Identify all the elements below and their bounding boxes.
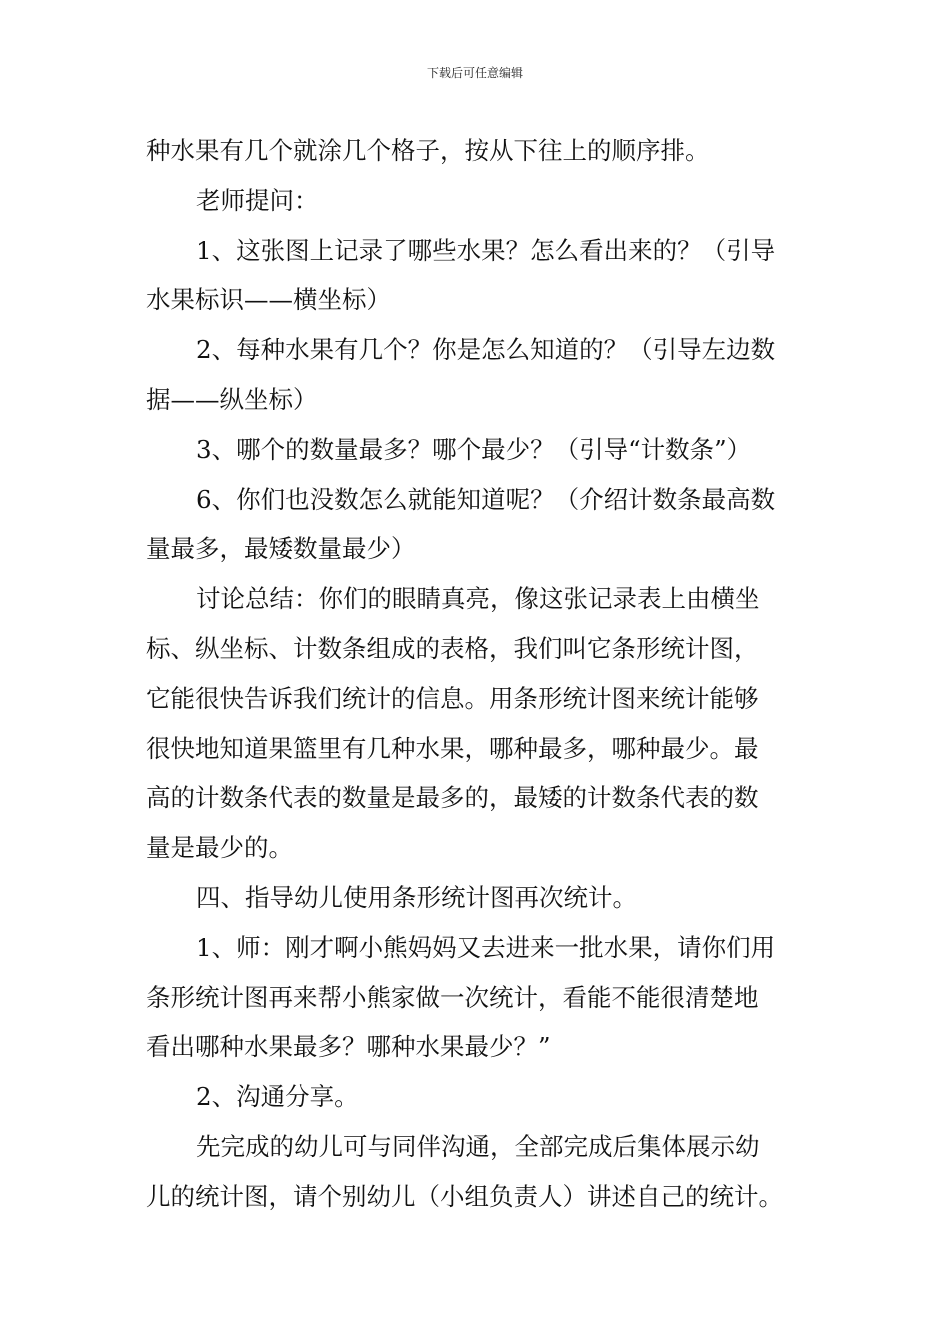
text-line: 水果标识——横坐标） bbox=[146, 285, 391, 315]
text-line: 2、每种水果有几个？你是怎么知道的？（引导左边数 bbox=[196, 335, 776, 365]
text-line: 量是最少的。 bbox=[146, 833, 293, 863]
text-line: 标、纵坐标、计数条组成的表格，我们叫它条形统计图， bbox=[146, 633, 759, 663]
text-line: 据——纵坐标） bbox=[146, 384, 318, 414]
document-body bbox=[146, 126, 810, 1222]
text-line: 老师提问： bbox=[196, 185, 319, 215]
text-line: 1、这张图上记录了哪些水果？怎么看出来的？（引导 bbox=[196, 235, 776, 265]
text-line: 高的计数条代表的数量是最多的，最矮的计数条代表的数 bbox=[146, 783, 759, 813]
text-line: 儿的统计图，请个别幼儿（小组负责人）讲述自己的统计。 bbox=[146, 1181, 783, 1211]
text-line: 量最多，最矮数量最少） bbox=[146, 534, 416, 564]
text-line: 1、师：刚才啊小熊妈妈又去进来一批水果，请你们用 bbox=[196, 932, 776, 962]
text-line: 6、你们也没数怎么就能知道呢？（介绍计数条最高数 bbox=[196, 484, 776, 514]
text-line: 看出哪种水果最多？哪种水果最少？” bbox=[146, 1032, 551, 1062]
text-line: 讨论总结：你们的眼睛真亮，像这张记录表上由横坐 bbox=[196, 584, 760, 614]
text-line: 种水果有几个就涂几个格子，按从下往上的顺序排。 bbox=[146, 136, 710, 165]
text-line: 它能很快告诉我们统计的信息。用条形统计图来统计能够 bbox=[146, 683, 759, 713]
text-line: 先完成的幼儿可与同伴沟通，全部完成后集体展示幼 bbox=[196, 1131, 760, 1161]
text-line: 条形统计图再来帮小熊家做一次统计，看能不能很清楚地 bbox=[146, 982, 759, 1012]
page-header: 下载后可任意编辑 bbox=[426, 66, 523, 80]
text-line: 很快地知道果篮里有几种水果，哪种最多，哪种最少。最 bbox=[146, 733, 759, 763]
text-line: 3、哪个的数量最多？哪个最少？（引导“计数条”） bbox=[196, 434, 752, 464]
text-line: 四、指导幼儿使用条形统计图再次统计。 bbox=[196, 882, 637, 912]
text-line: 2、沟通分享。 bbox=[196, 1082, 359, 1112]
